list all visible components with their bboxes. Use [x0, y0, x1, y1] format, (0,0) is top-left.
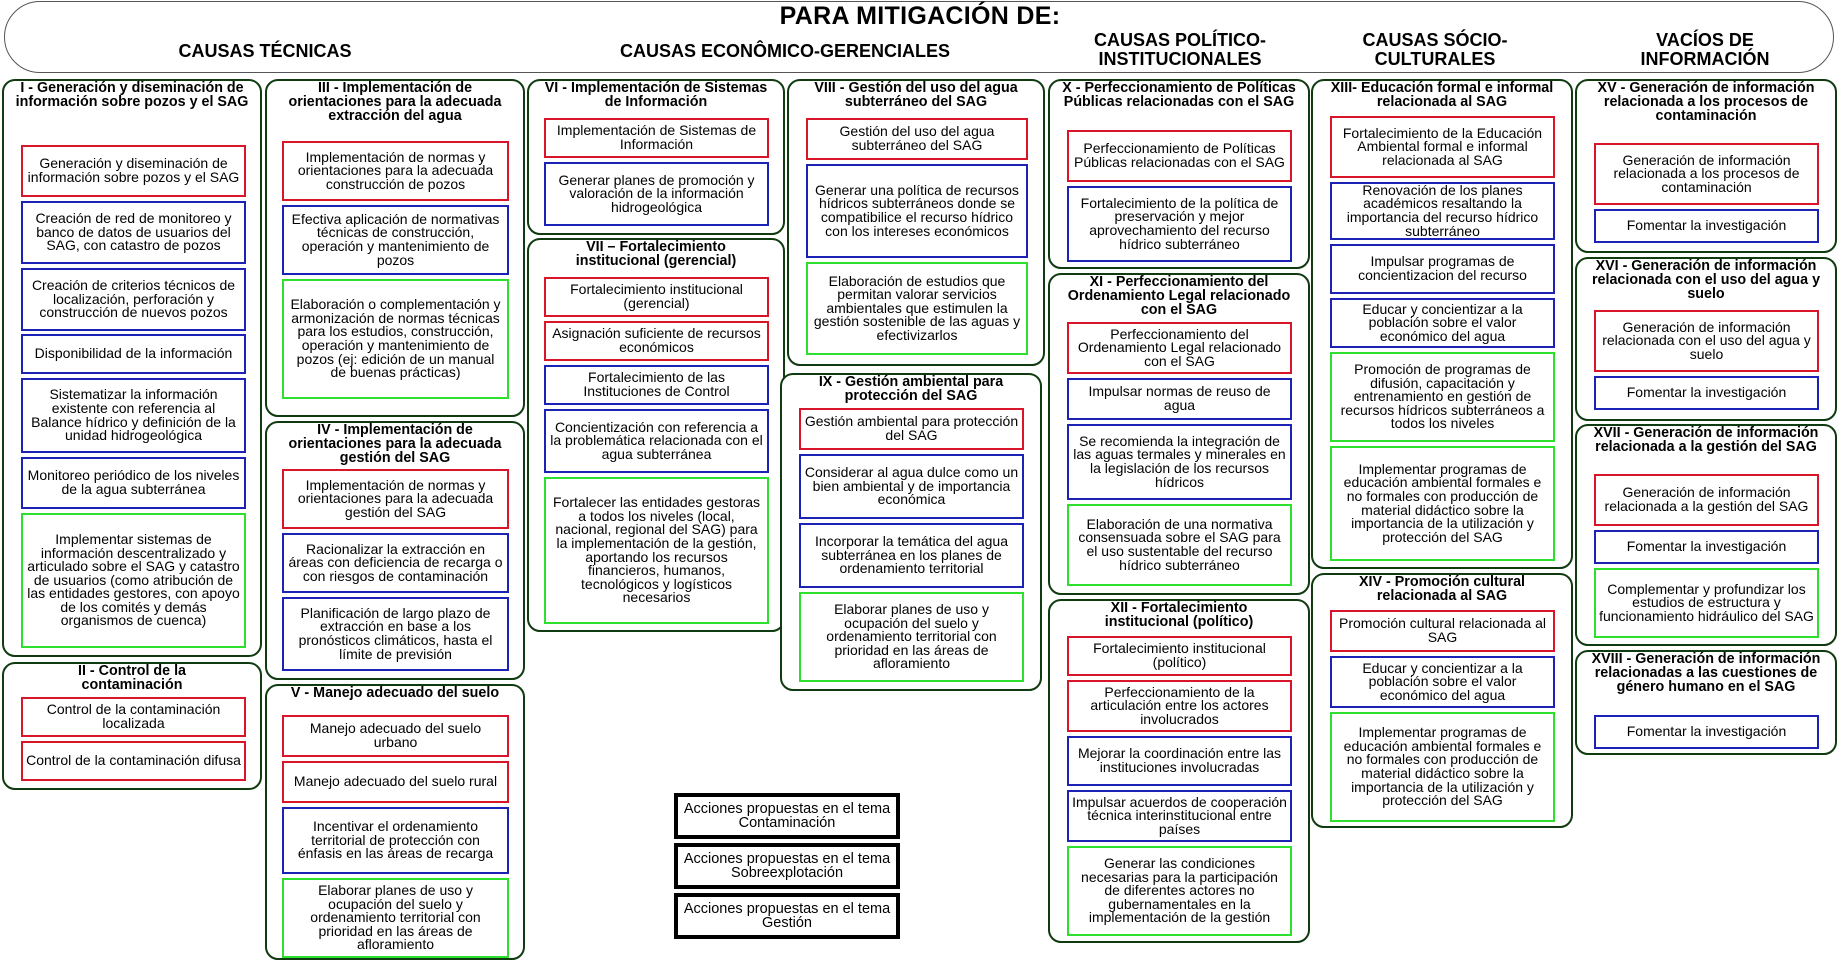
group-xiv-promocion-cultural [1311, 573, 1573, 828]
action-item: Perfeccionamiento del Ordenamiento Legal relacionado con el SAG [1067, 322, 1292, 374]
group-x-politicas-publicas [1048, 79, 1310, 269]
group-iv-gestion-sag [265, 421, 525, 680]
group-title: IV - Implementación de orientaciones para la adecuada gestión del SAG [288, 422, 502, 466]
page-title: PARA MITIGACIÓN DE: [779, 2, 1061, 30]
action-item: Creación de criterios técnicos de localización, perforación y construcción de nuevos pozos [21, 268, 246, 331]
action-item: Implementación de normas y orientaciones para la adecuada construcción de pozos [282, 141, 509, 201]
action-item: Implementar sistemas de información descentralizado y articulado sobre el SAG y catastro de usuarios (como atribución de las entidades gestores, con apoyo de los comités y demás organismos de cuenca) [21, 513, 246, 648]
action-item: Fortalecimiento de la política de preservación y mejor aprovechamiento del recurso hídrico subterráneo [1067, 186, 1292, 262]
action-item: Generación de información relacionada con el uso del agua y suelo [1594, 310, 1819, 372]
legend-sobreexplotacion: Acciones propuestas en el tema Sobreexplotación [674, 843, 900, 889]
action-item: Manejo adecuado del suelo rural [282, 761, 509, 803]
group-title: IX - Gestión ambiental para protección del SAG [818, 374, 1004, 404]
action-item: Racionalizar la extracción en áreas con deficiencia de recarga o con riesgos de contaminación [282, 533, 509, 593]
action-item: Disponibilidad de la información [21, 334, 246, 374]
action-item: Gestión ambiental para protección del SAG [799, 408, 1024, 450]
action-item: Elaborar planes de uso y ocupación del suelo y ordenamiento territorial con prioridad en las áreas de afloramiento [799, 592, 1024, 682]
action-item: Renovación de los planes académicos resaltando la importancia del recurso hídrico subterráneo [1330, 182, 1555, 240]
category-causas-socio-culturales: CAUSAS SÓCIO-CULTURALES [1362, 30, 1508, 69]
group-xii-fortalecimiento-politico [1048, 599, 1310, 943]
action-item: Promoción cultural relacionada al SAG [1330, 610, 1555, 652]
group-title: XVII - Generación de información relacionada a la gestión del SAG [1593, 425, 1819, 455]
group-title: XI - Perfeccionamiento del Ordenamiento Legal relacionado con el SAG [1067, 274, 1291, 318]
action-item: Fomentar la investigación [1594, 209, 1819, 243]
action-item: Control de la contaminación difusa [21, 741, 246, 781]
action-item: Concientización con referencia a la problemática relacionada con el agua subterránea [544, 409, 769, 473]
action-item: Incorporar la temática del agua subterránea en los planes de ordenamiento territorial [799, 523, 1024, 588]
group-title: X - Perfeccionamiento de Políticas Públicas relacionadas con el SAG [1062, 80, 1296, 110]
action-item: Impulsar acuerdos de cooperación técnica interinstitucional entre países [1067, 790, 1292, 842]
group-xvii-gestion-sag [1575, 424, 1837, 646]
action-item: Mejorar la coordinación entre las instituciones involucradas [1067, 736, 1292, 786]
group-title: VII – Fortalecimiento institucional (gerencial) [575, 239, 737, 269]
action-item: Elaboración o complementación y armonización de normas técnicas para los estudios, construcción, operación y mantenimiento de pozos (ej: edición de un manual de buenas prácticas) [282, 279, 509, 399]
action-item: Sistematizar la información existente con referencia al Balance hídrico y definición de la unidad hidrogeológica [21, 378, 246, 453]
group-title: V - Manejo adecuado del suelo [290, 685, 500, 701]
category-causas-politico-institucionales: CAUSAS POLÍTICO-INSTITUCIONALES [1093, 30, 1266, 69]
action-item: Fomentar la investigación [1594, 376, 1819, 410]
group-title: XV - Generación de información relacionada a los procesos de contaminación [1597, 80, 1815, 124]
group-viii-gestion-uso-agua [787, 79, 1045, 366]
action-item: Educar y concientizar a la población sobre el valor económico del agua [1330, 298, 1555, 348]
action-item: Fomentar la investigación [1594, 715, 1819, 749]
action-item: Control de la contaminación localizada [21, 697, 246, 737]
action-item: Implementación de normas y orientaciones para la adecuada gestión del SAG [282, 469, 509, 529]
legend-contaminacion: Acciones propuestas en el tema Contaminación [674, 793, 900, 839]
action-item: Se recomienda la integración de las aguas termales y minerales en la legislación de los recursos hídricos [1067, 424, 1292, 500]
action-item: Fortalecimiento institucional (político) [1067, 636, 1292, 676]
action-item: Educar y concientizar a la población sobre el valor económico del agua [1330, 656, 1555, 708]
group-title: XVI - Generación de información relacionada con el uso del agua y suelo [1591, 258, 1821, 302]
group-vii-fortalecimiento-gerencial [527, 238, 785, 632]
group-title: XIV - Promoción cultural relacionada al SAG [1358, 574, 1526, 604]
group-xvi-uso-agua-suelo [1575, 257, 1837, 421]
action-item: Perfeccionamiento de la articulación entre los actores involucrados [1067, 680, 1292, 732]
action-item: Manejo adecuado del suelo urbano [282, 715, 509, 757]
group-ix-gestion-ambiental [780, 373, 1042, 691]
group-v-manejo-suelo [265, 684, 525, 960]
action-item: Impulsar normas de reuso de agua [1067, 378, 1292, 420]
group-title: II - Control de la contaminación [77, 663, 187, 693]
group-i-generacion-informacion [2, 79, 262, 657]
action-item: Incentivar el ordenamiento territorial de protección con énfasis en las áreas de recarga [282, 807, 509, 874]
action-item: Asignación suficiente de recursos económicos [544, 321, 769, 361]
action-item: Implementar programas de educación ambiental formales e no formales con producción de material didáctico sobre la importancia de la utilización y protección del SAG [1330, 712, 1555, 822]
action-item: Implementación de Sistemas de Información [544, 118, 769, 158]
action-item: Fortalecimiento institucional (gerencial) [544, 277, 769, 317]
action-item: Complementar y profundizar los estudios de estructura y funcionamiento hidráulico del SAG [1594, 568, 1819, 638]
group-ii-control-contaminacion [2, 662, 262, 790]
action-item: Creación de red de monitoreo y banco de datos de usuarios del SAG, con catastro de pozos [21, 201, 246, 264]
action-item: Fortalecimiento de las Instituciones de Control [544, 365, 769, 405]
action-item: Efectiva aplicación de normativas técnicas de construcción, operación y mantenimiento de pozos [282, 205, 509, 275]
category-causas-tecnicas: CAUSAS TÉCNICAS [178, 41, 352, 61]
group-xiii-educacion [1311, 79, 1573, 569]
action-item: Generar una política de recursos hídricos subterráneos donde se compatibilice el recurso hídrico con los intereses económicos [806, 164, 1028, 258]
group-title: XVIII - Generación de información relacionadas a las cuestiones de género humano en el SAG [1591, 651, 1821, 695]
action-item: Fomentar la investigación [1594, 530, 1819, 564]
action-item: Generación de información relacionada a la gestión del SAG [1594, 474, 1819, 526]
group-title: XIII- Educación formal e informal relacionada al SAG [1330, 80, 1554, 110]
category-vacios-de-informacion: VACÍOS DE INFORMACIÓN [1640, 30, 1770, 69]
group-xviii-genero-humano [1575, 650, 1837, 755]
action-item: Perfeccionamiento de Políticas Públicas relacionadas con el SAG [1067, 130, 1292, 182]
group-vi-sistemas-informacion [527, 79, 785, 235]
action-item: Fortalecer las entidades gestoras a todos los niveles (local, nacional, regional del SAG) para la implementación de la gestión, aportando los recursos financieros, humanos, tecnológicos y logísticos necesarios [544, 477, 769, 624]
action-item: Impulsar programas de concientizacion del recurso [1330, 244, 1555, 294]
action-item: Monitoreo periódico de los niveles de la agua subterránea [21, 457, 246, 509]
group-title: XII - Fortalecimiento institucional (político) [1104, 600, 1254, 630]
action-item: Generar las condiciones necesarias para la participación de diferentes actores no gubernamentales en la implementación de la gestión [1067, 846, 1292, 936]
action-item: Generación de información relacionada a los procesos de contaminación [1594, 143, 1819, 205]
category-causas-economico-gerenciales: CAUSAS ECONÔMICO-GERENCIALES [619, 41, 951, 61]
action-item: Promoción de programas de difusión, capacitación y entrenamiento en gestión de recursos hídricos subterráneos a todos los niveles [1330, 352, 1555, 442]
group-iii-extraccion-agua [265, 79, 525, 417]
action-item: Gestión del uso del agua subterráneo del SAG [806, 118, 1028, 160]
action-item: Generar planes de promoción y valoración de la información hidrogeológica [544, 162, 769, 226]
group-title: I - Generación y diseminación de información sobre pozos y el SAG [15, 80, 249, 110]
group-title: VI - Implementación de Sistemas de Información [544, 80, 768, 110]
legend-gestion: Acciones propuestas en el tema Gestión [674, 893, 900, 939]
group-title: III - Implementación de orientaciones para la adecuada extracción del agua [288, 80, 502, 124]
action-item: Planificación de largo plazo de extracción en base a los pronósticos climáticos, hasta el límite de previsión [282, 597, 509, 671]
action-item: Elaboración de estudios que permitan valorar servicios ambientales que estimulen la gestión sostenible de las aguas y efectivizarlos [806, 262, 1028, 355]
group-xi-ordenamiento-legal [1048, 273, 1310, 595]
action-item: Fortalecimiento de la Educación Ambiental formal e informal relacionada al SAG [1330, 116, 1555, 178]
group-title: VIII - Gestión del uso del agua subterráneo del SAG [814, 80, 1018, 110]
group-xv-procesos-contaminacion [1575, 79, 1837, 253]
action-item: Elaborar planes de uso y ocupación del suelo y ordenamiento territorial con prioridad en las áreas de afloramiento [282, 878, 509, 958]
action-item: Implementar programas de educación ambiental formales e no formales con producción de material didáctico sobre la importancia de la utilización y protección del SAG [1330, 446, 1555, 561]
action-item: Elaboración de una normativa consensuada sobre el SAG para el uso sustentable del recurso hídrico subterráneo [1067, 504, 1292, 586]
action-item: Generación y diseminación de información sobre pozos y el SAG [21, 145, 246, 197]
action-item: Considerar al agua dulce como un bien ambiental y de importancia económica [799, 454, 1024, 519]
